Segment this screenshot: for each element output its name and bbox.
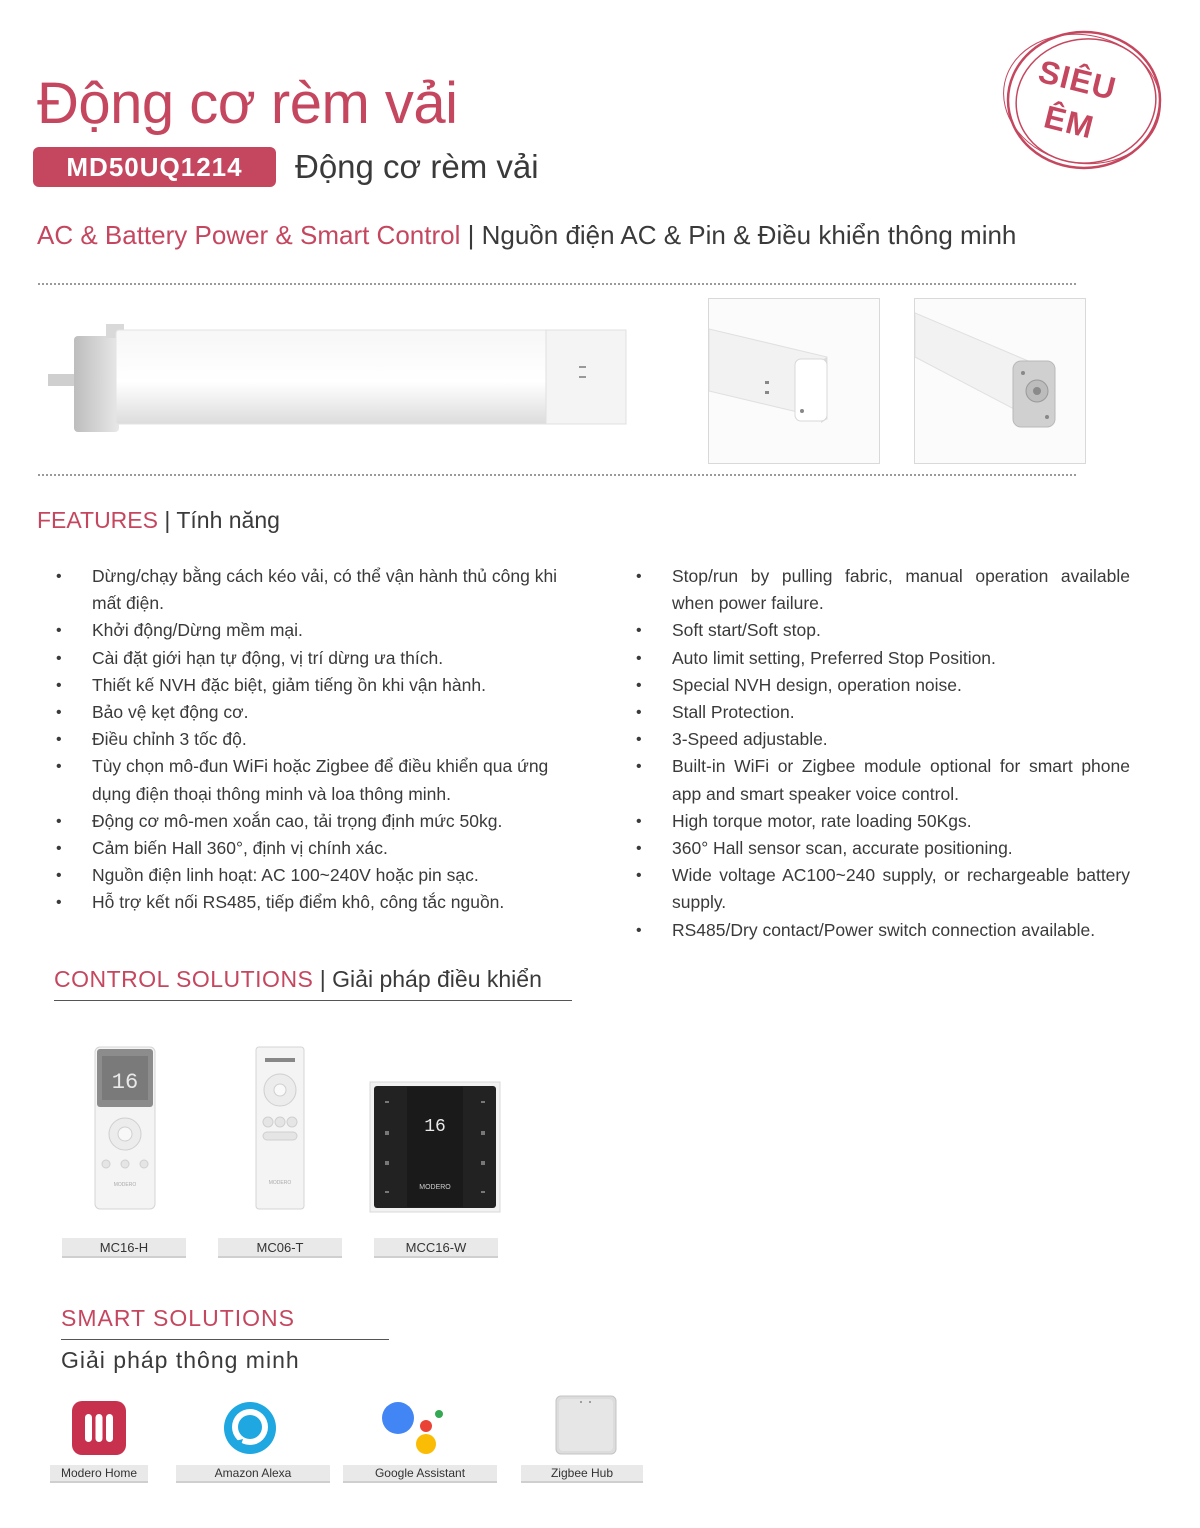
smart-heading: SMART SOLUTIONS [61,1305,295,1331]
feature-item: • Thiết kế NVH đặc biệt, giảm tiếng ồn khi vận hành. [92,672,582,699]
control-underline [54,1000,572,1001]
smart-subheading: Giải pháp thông minh [61,1347,300,1373]
motor-detail-image-2 [914,298,1086,464]
remote-mc16-h-image [94,1046,156,1210]
feature-item: • Auto limit setting, Preferred Stop Position. [672,645,1130,672]
feature-item: • High torque motor, rate loading 50Kgs. [672,808,1130,835]
control-heading-separator: | [319,966,326,992]
feature-item: • Built-in WiFi or Zigbee module optional for smart phone app and smart speaker voice control. [672,753,1130,807]
feature-item: • Cảm biến Hall 360°, định vị chính xác. [92,835,582,862]
google-assistant-icon [380,1400,444,1456]
feature-item: • RS485/Dry contact/Power switch connection available. [672,917,1130,944]
wall-switch-screen: 16 [424,1117,446,1137]
modero-home-icon [72,1401,126,1455]
remote-mc16-h-brand: MODERO [113,1182,137,1188]
tagline-english: AC & Battery Power & Smart Control [37,220,461,250]
device-label-mcc16-w: MCC16-W [374,1238,498,1258]
feature-item: • Stop/run by pulling fabric, manual operation available when power failure. [672,563,1130,617]
alexa-icon [223,1401,277,1455]
control-heading [54,966,542,993]
feature-item: • Bảo vệ kẹt động cơ. [92,699,582,726]
tagline-separator: | [467,220,475,250]
features-list-english [672,563,1130,944]
stamp-text-bottom: ÊM [1040,98,1098,146]
motor-detail-image-1 [708,298,880,464]
feature-item: • Tùy chọn mô-đun WiFi hoặc Zigbee để điều khiển qua ứng dụng điện thoại thông minh và loa thông minh. [92,753,582,807]
control-heading-vi: Giải pháp điều khiển [332,966,542,992]
feature-item: • 3-Speed adjustable. [672,726,1130,753]
wall-switch-mcc16-w-image [369,1081,501,1213]
motor-main-image [46,318,632,436]
feature-item: • Wide voltage AC100~240 supply, or rechargeable battery supply. [672,862,1130,916]
app-label-google-assistant: Google Assistant [343,1465,497,1483]
feature-item: • Nguồn điện linh hoạt: AC 100~240V hoặc pin sạc. [92,862,582,889]
model-subtitle: Động cơ rèm vải [295,148,539,185]
feature-item: • Special NVH design, operation noise. [672,672,1130,699]
zigbee-hub-icon [555,1395,617,1455]
feature-item: • Điều chỉnh 3 tốc độ. [92,726,582,753]
page-title: Động cơ rèm vải [37,71,458,136]
features-list-vietnamese [92,563,582,917]
smart-underline [61,1339,389,1340]
features-heading [37,507,280,534]
remote-mc06-t-brand: MODERO [268,1180,292,1186]
feature-item: • Cài đặt giới hạn tự động, vị trí dừng ưa thích. [92,645,582,672]
control-heading-en: CONTROL SOLUTIONS [54,966,314,992]
feature-item: • Khởi động/Dừng mềm mại. [92,617,582,644]
features-heading-en: FEATURES [37,507,158,533]
remote-mc06-t-image [255,1046,305,1210]
tagline-vietnamese: Nguồn điện AC & Pin & Điều khiển thông minh [481,220,1017,250]
feature-item: • 360° Hall sensor scan, accurate positioning. [672,835,1130,862]
device-label-mc16-h: MC16-H [62,1238,186,1258]
feature-item: • Hỗ trợ kết nối RS485, tiếp điểm khô, công tắc nguồn. [92,889,582,916]
stamp-text-top: SIÊU [1034,53,1120,107]
app-label-zigbee-hub: Zigbee Hub [521,1465,643,1483]
divider-top [38,283,1076,285]
feature-item: • Stall Protection. [672,699,1130,726]
tagline [37,220,1016,251]
features-heading-vi: Tính năng [176,507,280,533]
divider-bottom [38,474,1076,476]
device-label-mc06-t: MC06-T [218,1238,342,1258]
app-label-amazon-alexa: Amazon Alexa [176,1465,330,1483]
feature-item: • Động cơ mô-men xoắn cao, tải trọng định mức 50kg. [92,808,582,835]
wall-switch-brand: MODERO [419,1184,451,1191]
remote-mc16-h-screen: 16 [111,1070,139,1095]
features-heading-separator: | [164,507,171,533]
feature-item: • Soft start/Soft stop. [672,617,1130,644]
feature-item: • Dừng/chạy bằng cách kéo vải, có thể vận hành thủ công khi mất điện. [92,563,582,617]
app-label-modero-home: Modero Home [50,1465,148,1483]
model-badge: MD50UQ1214 [33,147,276,187]
